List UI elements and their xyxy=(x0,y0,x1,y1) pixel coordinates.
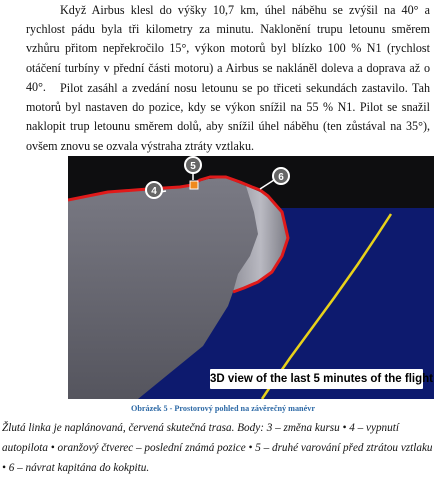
paragraph-1: Když Airbus klesl do výšky 10,7 km, úhel náběhu se zvýšil na 40° a rychlost pádu byla tři kilometry za minutu. Naklonění trupu letounu směrem vzhůru přitom nepřekročilo 15°, výkon motorů byl blízko 100 % N1 (rychlost otáčení turbíny v přední části motoru) a Airbus se nakláněl doleva a doprava až o 40°. xyxy=(26,3,430,94)
marker-6-label: 6 xyxy=(278,172,284,183)
flight-3d-figure xyxy=(68,156,434,399)
figure-caption: Obrázek 5 - Prostorový pohled na závěrečný manévr xyxy=(131,404,315,413)
last-position-square xyxy=(190,181,198,189)
marker-5-label: 5 xyxy=(190,161,196,172)
marker-4-label: 4 xyxy=(151,186,157,197)
figure-legend: Žlutá linka je naplánovaná, červená skutečná trasa. Body: 3 – změna kursu • 4 – vypnutí autopilota • oranžový čtverec – poslední známá pozice • 5 – druhé varování před ztrátou vztlaku • 6 – návrat kapitána do kokpitu. xyxy=(2,422,433,474)
flight-3d-svg xyxy=(68,156,434,399)
figure-overlay-title: 3D view of the last 5 minutes of the flight xyxy=(210,369,423,389)
paragraph-2: Pilot zasáhl a zvedání nosu letounu se po třiceti sekundách zastavilo. Tah motorů byl nastaven do pozice, kdy se výkon snížil na 55 % N1. Pilot se snažil naklopit trup letounu směrem dolů, aby snížil úhel náběhu (ten zůstával na 35°), ovšem znovu se ozvala výstraha ztráty vztlaku. xyxy=(26,81,430,153)
